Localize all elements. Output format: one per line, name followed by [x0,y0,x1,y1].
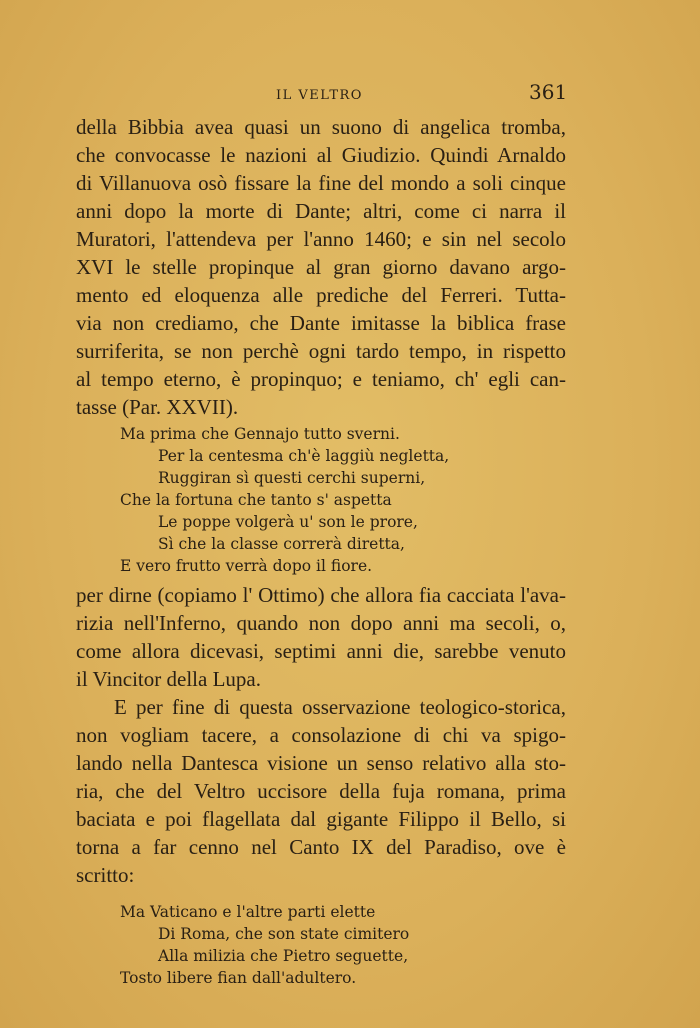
text-line: anni dopo la morte di Dante; altri, come ci narra il [76,199,566,223]
verse-line: Ma Vaticano e l'altre parti elette [120,903,376,921]
text-line: surriferita, se non perchè ogni tardo tempo, in rispetto [76,339,566,363]
text-line: per dirne (copiamo l' Ottimo) che allora fia cacciata l'ava- [76,583,566,607]
verse-line: Le poppe volgerà u' son le prore, [158,513,418,531]
verse-quote-2 [120,901,580,989]
verse-line: E vero frutto verrà dopo il fiore. [120,557,373,575]
verse-quote-1 [120,423,580,577]
running-head: IL VELTRO [276,88,363,103]
verse-line: Ruggiran sì questi cerchi superni, [158,469,426,487]
text-line: rizia nell'Inferno, quando non dopo anni ma secoli, o, [76,611,566,635]
page-number: 361 [529,80,568,104]
text-line: che convocasse le nazioni al Giudizio. Quindi Arnaldo [76,143,566,167]
text-line: ria, che del Veltro uccisore della fuja romana, prima [76,779,566,803]
text-line: lando nella Dantesca visione un senso relativo alla sto- [76,751,566,775]
verse-line: Per la centesma ch'è laggiù negletta, [158,447,450,465]
text-line: baciata e poi flagellata dal gigante Filippo il Bello, si [76,807,566,831]
verse-line: Ma prima che Gennajo tutto sverni. [120,425,400,443]
text-line: non vogliam tacere, a consolazione di chi va spigo- [76,723,566,747]
verse-line: Che la fortuna che tanto s' aspetta [120,491,392,509]
text-line: come allora dicevasi, septimi anni die, sarebbe venuto [76,639,566,663]
text-line: al tempo eterno, è propinquo; e teniamo, ch' egli can- [76,367,566,391]
text-line: tasse (Par. XXVII). [76,395,239,419]
text-line: di Villanuova osò fissare la fine del mondo a soli cinque [76,171,566,195]
text-line: XVI le stelle propinque al gran giorno davano argo- [76,255,566,279]
paragraph-1 [76,113,566,421]
verse-line: Sì che la classe correrà diretta, [158,535,405,553]
paragraph-2 [76,581,566,693]
verse-line: Di Roma, che son state cimitero [158,925,410,943]
text-line: torna a far cenno nel Canto IX del Paradiso, ove è [76,835,566,859]
text-line: E per fine di questa osservazione teologico-storica, [114,695,566,719]
text-line: via non crediamo, che Dante imitasse la biblica frase [76,311,566,335]
text-line: della Bibbia avea quasi un suono di angelica tromba, [76,115,566,139]
text-line: il Vincitor della Lupa. [76,667,261,691]
text-line: mento ed eloquenza alle prediche del Ferreri. Tutta- [76,283,566,307]
text-line: Muratori, l'attendeva per l'anno 1460; e sin nel secolo [76,227,566,251]
page-header [0,80,700,110]
verse-line: Tosto libere fian dall'adultero. [120,969,357,987]
verse-line: Alla milizia che Pietro seguette, [158,947,409,965]
text-line: scritto: [76,863,135,887]
paragraph-3 [76,693,566,889]
